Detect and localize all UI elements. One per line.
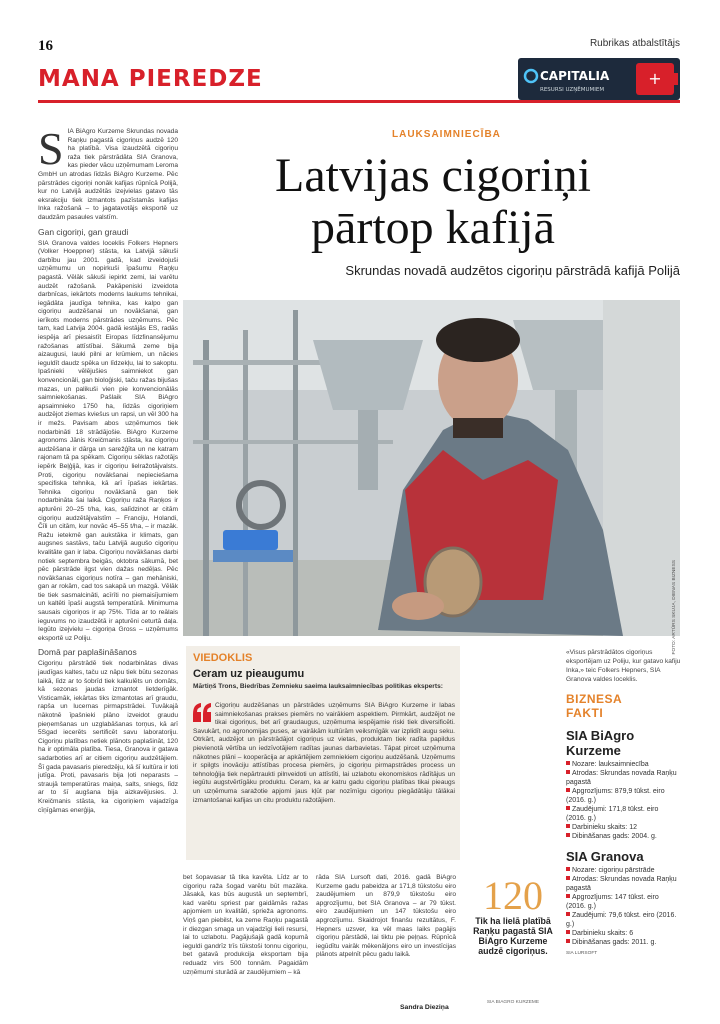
headline-line-2: pārtop kafijā bbox=[311, 201, 555, 254]
dropcap: S bbox=[38, 128, 64, 174]
svg-text:CAPITALIA: CAPITALIA bbox=[540, 69, 610, 83]
facts-item: Dibināšanas gads: 2004. g. bbox=[566, 832, 680, 841]
article-author: Sandra Dieziņa bbox=[400, 1004, 449, 1011]
facts-company-name: SIA BiAgro Kurzeme bbox=[566, 728, 635, 758]
article-column-1 bbox=[38, 128, 178, 1016]
facts-item: Atrodas: Skrundas novada Raņķu pagastā bbox=[566, 769, 680, 787]
facts-item: Zaudējumi: 171,8 tūkst. eiro (2016. g.) bbox=[566, 805, 680, 823]
facts-item: Dibināšanas gads: 2011. g. bbox=[566, 938, 680, 947]
facts-item: Apgrozījums: 147 tūkst. eiro (2016. g.) bbox=[566, 893, 680, 911]
opinion-byline: Mārtiņš Trons, Biedrības Zemnieku saeima lauksaimniecības politikas eksperts: bbox=[193, 683, 443, 690]
facts-item: Zaudējumi: 79,6 tūkst. eiro (2016. g.) bbox=[566, 911, 680, 929]
business-facts bbox=[566, 692, 680, 1016]
photo-caption: «Visus pārstrādātos cigoriņus eksportējam uz Poliju, kur gatavo kafiju Inka,» teic Folkers Hepners, SIA Granova valdes loceklis. bbox=[566, 649, 681, 683]
facts-item: Nozare: lauksaimniecība bbox=[566, 760, 680, 769]
svg-text:RESURSI UZŅĒMUMIEM: RESURSI UZŅĒMUMIEM bbox=[540, 87, 605, 93]
facts-item: Atrodas: Skrundas novada Raņķu pagastā bbox=[566, 875, 680, 893]
col1-paragraph-3: Cigoriņu pārstrādē tiek nodarbinātas divas jaudīgas kaltes, taču uz nāpu tiek būtu sezonas laikā, līdz ar to šobrīd tiek kalkulēts un domāts, kā sezonas jaudas izmantot lietderīgāk. Visticamāk, iekārtas tiks izmantotas arī graudu, rapša un lucernas pirmapstrādei. Tuvākajā nākotnē īpašnieki plāno izveidot graudu pieņemšanas un uzglabāšanas torņus, kā arī 5Sgad iecerēts sertificēt savu laboratoriju. Cigoriņu platības netiek plānots paplašināt, 120 ha ir optimāla platība. Tiesa, Granova ir gatava sadarboties arī ar citiem cigoriņu audzētājiem. Šī gada pavasaris pieredzēju, kā šī kultūra ir loti jutīga. Proti, pavasaris bija ļoti neparasts – straujā temperatūras maiņa, salts, sniegs, līdz ar to šī augšana bija aizkavējusies. J. Kreičmanis stāsta, ka cigoriņiem vajadzīga cīņīgāmas enerģija, bbox=[38, 660, 178, 814]
facts-label-line-1: BIZNESA bbox=[566, 692, 623, 706]
facts-label-line-2: FAKTI bbox=[566, 706, 604, 720]
page-number: 16 bbox=[38, 38, 53, 54]
facts-company-name: SIA Granova bbox=[566, 849, 644, 864]
facts-item: Nozare: cigoriņu pārstrāde bbox=[566, 866, 680, 875]
big-number-source: SIA BIAGRO KURZEME bbox=[486, 1000, 540, 1005]
big-number-text: Tik ha lielā platībā Raņķu pagastā SIA BiAgro Kurzeme audzē cigoriņus. bbox=[473, 916, 553, 956]
subhead-2: Domā par paplašināšanos bbox=[38, 647, 137, 658]
facts-item: Darbinieku skaits: 6 bbox=[566, 929, 680, 938]
section-rule bbox=[38, 100, 680, 103]
article-kicker: LAUKSAIMNIECĪBA bbox=[392, 129, 501, 140]
big-number-box bbox=[466, 872, 560, 1008]
article-column-3: rāda SIA Lursoft dati, 2016. gadā BiAgro Kurzeme gadu pabeidza ar 171,8 tūkstošu eiro zaudējumiem un 879,9 tūkstošu eiro apgrozījumu, bet SIA Granova – ar 79 tūkst. eiro zaudējumiem un 147 tūkstošu eiro apgrozījumu. Skaidrojot finanšu rezultātus, F. Hepners uzsver, ka vēl maas laiks pagājis cigoriņu pārstādē, lai tiktu pie peļņas. Rūpnīcā iegūdītu vairāk mēkenāljons eiro un investīcijas plānots atpelnīt pēcu gadu laikā. bbox=[316, 874, 456, 959]
facts-item: Darbinieku skaits: 12 bbox=[566, 823, 680, 832]
article-headline bbox=[186, 150, 680, 254]
facts-source: SIA LURSOFT bbox=[566, 951, 598, 956]
facts-label bbox=[566, 692, 680, 720]
section-title: MANA PIEREDZE bbox=[38, 66, 263, 92]
sponsor-label: Rubrikas atbalstītājs bbox=[589, 38, 680, 49]
headline-line-1: Latvijas cigoriņi bbox=[275, 149, 591, 202]
opinion-text: Cigoriņu audzēšanas un pārstrādes uzņēmums SIA BiAgro Kurzeme ir labas saimniekošanas prakses piemērs no vairākiem aspektiem. Pirmkārt, audzējot ne tikai cigoriņus, bet arī graudaugus, uzņēmuma iespējamie riski tiek diversificēti. Savukārt, no agronomijas puses, ar vairākām kultūrām veiksmīgāk var izplidīt augu seku. Otrkārt, audzējot un pārstrādājot cigoriņus uz vietas, produktam tiek radīta papildus pievienotā vērtība un iedzīvotājiem radītas jaunas darbavietas. Tāpat pircet uzņēmuma nākotnes plāni – kooperācija ar apkārtējiem zemniekiem cigoriņu audzēšanā. Uzņēmums ir spilgts inovāciju attīstības procesa piemērs, jo cigoriņu pirmapstrādes process un tehnoloģija tiek nepārtraukti pilnveidoti un attīstīti, lai uzlabotu ekonomiskos rādītājus un iegūtu augstvērtīgāku produktu. Ceram, ka ar katru gadu cigoriņu platības tikai pieaugs un uzņēmuma saražotie apjomi jaus kļūt par nozīmīgu cigoriņu piegādātāju tālākai izmantošanai kafijas un citu produktu ražotājiem. bbox=[193, 702, 455, 804]
article-column-2: bet šopavasar tā tika kavēta. Līdz ar to cigoriņu raža šogad varētu būt mazāka. Jāsakā, kas būs augustā un septembrī, kad varētu spriest par gaidāmās ražas apjomiem un kvalitāti, sprieža agronoms. Viņš gan piebilst, ka zeme Raņķu pagastā ir diezgan smaga un vajadzīgi lieli resursi, lai to uzlabotu. Pagājušajā gadā kopumā ieguldi gandrīz trīs tūkstoši tonnu cigoriņu, bet gatavā produkcija eksportam bija reduadz virs 500 tonnām. Pagaidām uzņēmumi sturādā ar zaudējumiem – kā bbox=[183, 874, 308, 976]
subhead-1: Gan cigoriņi, gan graudi bbox=[38, 226, 129, 237]
col1-paragraph-1: IA BiAgro Kurzeme Skrundas novada Raņķu pagastā cigoriņus audzē 120 ha platībā. Visa izaudzētā cigoriņu raža tiek pārstrādāta SIA Granova, kas pieder vācu uzņēmumam Leroma GmbH un atrodas līdzās BiAgro Kurzeme. Pēc pārstrādes cigoriņi nonāk kafijas rūpnīcā Polijā, kur no Latvijā audzētās izejvielas gatavo tās eksrakciju tiek izmantots pazīstamās kafijas Inka ražošanā – to jagatavotājs eksportē uz daudzām pasaules valstīm. bbox=[38, 128, 178, 221]
facts-list bbox=[566, 866, 680, 947]
opinion-title: Ceram uz pieaugumu bbox=[193, 668, 305, 680]
article-standfirst: Skrundas novadā audzētos cigoriņu pārstrādā kafijā Polijā bbox=[345, 263, 680, 278]
opinion-label: VIEDOKLIS bbox=[193, 652, 253, 664]
opinion-box bbox=[186, 646, 460, 860]
facts-item: Apgrozījums: 879,9 tūkst. eiro (2016. g.) bbox=[566, 787, 680, 805]
battery-plus-icon: + bbox=[648, 69, 662, 88]
photo-credit: FOTO: ARTŪRS SKUJA, DIENAS BIZNESS bbox=[672, 560, 677, 655]
article-photo bbox=[183, 300, 680, 636]
big-number-value: 120 bbox=[483, 873, 543, 918]
col1-paragraph-2: SIA Granova valdes loceklis Folkers Hepners (Volker Hoeppner) stāsta, ka Latvijā sākuši darbību jau 2001. gadā, kad izveidojuši uzņēmumu un nopirkuši īpašumu Raņķu pagastā. Vēlāk sākuši iepirkt zemi, lai varētu audzēt ražošanā. Pakāpeniski izveidota darbnīcas, iekārtots moderns laukums tehnikai, iegādāta jaudīga tehnika, kas kalpo gan cigoriņu audzēšanai un novākšanai, gan ierīkots moderns pārstrādes uzņēmums. Pēc tam, kad Latvija 2004. gadā iestājās ES, radās iespēja arī piesaistīt Eiropas līdzfinansējumu ražošanas attīstībai. Sākumā zeme bija aizaugusi, lauki pilni ar krūmiem, un nācies ieguldīt daudz spēka un līdzekļu, lai to sakoptu. Ipašnieki vēlējušies saimniekot gan konvencionāli, gan bioloģiski, taču ražas bijušas mazas, un palikuši vien pie konvencionālās saimniekošanas. Pašlaik SIA BiAgro apsaimnieko 1750 ha, līdzās cigoriņiem audzējot ziemas kviešus un rapsi, un vēl 300 ha ir mežs. Pavisam abos uzņēmumos tiek nodarbināti 18 strādājošie. BiAgro Kurzeme agronoms Jānis Kreičmanis stāsta, ka cigoriņu audzēšana ir dārga un sarežģīta un ne katram rajonam tā pa spēkam. Cigoriņu sēklas ražotājs iepērk Beļģijā, kas ir cigoriņu lielražotājvalsts. Proti, cigoriņu novākšanai nepieciešama specifiska tehnika, kā arī īpašas iekārtas. Tehnika cigoriņu novākšanā gan tiek nodarbināta šai laikā. Cigoriņu raža Raņķos ir apturēni 20–25 t/ha, kas, salīdzinot ar citām cigoriņu audzētājvalstīm – Franciju, Holandi, Čīli un citām, kur novāc 45–55 t/ha, – ir mazāk. Ražu ietekmē gan aukstāka ir klimats, gan augsnes sastāvs, taču Latvijā augušo cigoriņu kvalitāte gan ir laba. Cigoriņu novākšanas darbi notiek septembra beigās, oktobra sākumā, bet pēc pārstrāde ilgst vien dažas nedēļas. Pēc novākšanas cigoriņus notīra – gan mehāniski, gan ar rokām, cad tos sakapā un mazgā. Vēlāk tie tiek sasmalcināti, acīrīti no piemaisījumiem un kaltēti īpaši augstā temperatūrā. Minimuma sausais cigoriņos ir ap 75%. Tīda ar to reālais ieguvums no izaudzētā ir apturēni ceturtā daļa. Iegūto izejvielu – cigoriņa Gross – uzņēmums eksportē uz Poliju. bbox=[38, 239, 178, 642]
facts-list bbox=[566, 760, 680, 841]
sponsor-logo bbox=[518, 58, 680, 100]
